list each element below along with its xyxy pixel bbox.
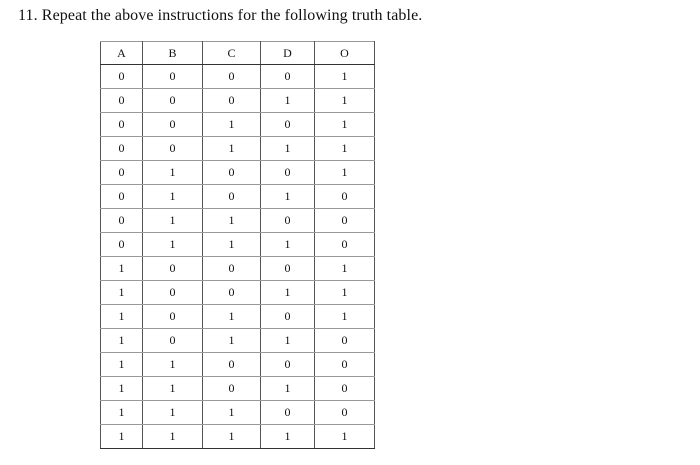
cell-d: 0 [261,113,315,137]
header-a: A [101,42,143,65]
cell-d: 0 [261,65,315,89]
cell-b: 1 [143,401,203,425]
table-row [101,209,375,233]
cell-b: 0 [143,137,203,161]
table-row [101,185,375,209]
cell-o: 0 [315,233,375,257]
cell-c: 0 [203,377,261,401]
cell-b: 1 [143,425,203,449]
cell-b: 0 [143,65,203,89]
table-row [101,305,375,329]
cell-a: 0 [101,185,143,209]
cell-c: 1 [203,329,261,353]
cell-o: 0 [315,329,375,353]
table-row [101,113,375,137]
cell-o: 1 [315,281,375,305]
cell-c: 0 [203,353,261,377]
cell-d: 1 [261,233,315,257]
cell-b: 1 [143,353,203,377]
table-row [101,401,375,425]
cell-o: 1 [315,65,375,89]
cell-d: 1 [261,281,315,305]
cell-b: 0 [143,329,203,353]
cell-a: 0 [101,161,143,185]
header-b: B [143,42,203,65]
table-row [101,65,375,89]
cell-c: 1 [203,113,261,137]
cell-a: 0 [101,209,143,233]
cell-o: 1 [315,161,375,185]
cell-d: 1 [261,137,315,161]
table-row [101,161,375,185]
table-row [101,257,375,281]
cell-c: 1 [203,233,261,257]
cell-b: 1 [143,209,203,233]
cell-d: 1 [261,89,315,113]
cell-b: 0 [143,89,203,113]
cell-d: 0 [261,209,315,233]
header-o: O [315,42,375,65]
cell-b: 0 [143,305,203,329]
cell-d: 0 [261,161,315,185]
cell-a: 1 [101,353,143,377]
cell-a: 0 [101,113,143,137]
cell-a: 1 [101,257,143,281]
header-d: D [261,42,315,65]
cell-d: 0 [261,305,315,329]
table-row [101,329,375,353]
cell-c: 0 [203,89,261,113]
cell-a: 1 [101,425,143,449]
cell-o: 1 [315,425,375,449]
cell-c: 1 [203,401,261,425]
cell-b: 0 [143,281,203,305]
cell-b: 0 [143,257,203,281]
cell-o: 1 [315,257,375,281]
cell-a: 1 [101,281,143,305]
table-row [101,137,375,161]
question-text: 11. Repeat the above instructions for the following truth table. [18,7,423,24]
cell-o: 1 [315,137,375,161]
truth-table [100,41,375,449]
cell-a: 0 [101,137,143,161]
table-row [101,89,375,113]
cell-d: 0 [261,401,315,425]
table-header-row [101,42,375,65]
cell-d: 1 [261,185,315,209]
cell-a: 0 [101,65,143,89]
cell-c: 0 [203,281,261,305]
cell-c: 1 [203,137,261,161]
table-row [101,353,375,377]
cell-c: 1 [203,209,261,233]
cell-a: 1 [101,305,143,329]
table-row [101,233,375,257]
cell-o: 0 [315,377,375,401]
cell-c: 0 [203,257,261,281]
cell-a: 0 [101,233,143,257]
cell-b: 1 [143,161,203,185]
cell-o: 0 [315,401,375,425]
cell-o: 0 [315,185,375,209]
cell-d: 0 [261,257,315,281]
cell-c: 1 [203,305,261,329]
cell-b: 1 [143,377,203,401]
table-row [101,377,375,401]
table-row [101,425,375,449]
cell-a: 1 [101,377,143,401]
table-row [101,281,375,305]
cell-d: 1 [261,329,315,353]
cell-o: 1 [315,305,375,329]
cell-d: 0 [261,353,315,377]
header-c: C [203,42,261,65]
cell-o: 1 [315,89,375,113]
cell-b: 1 [143,233,203,257]
cell-d: 1 [261,425,315,449]
cell-a: 0 [101,89,143,113]
cell-o: 0 [315,209,375,233]
cell-c: 0 [203,185,261,209]
cell-c: 0 [203,161,261,185]
cell-b: 1 [143,185,203,209]
cell-a: 1 [101,329,143,353]
cell-a: 1 [101,401,143,425]
cell-d: 1 [261,377,315,401]
cell-o: 0 [315,353,375,377]
cell-c: 0 [203,65,261,89]
cell-b: 0 [143,113,203,137]
cell-c: 1 [203,425,261,449]
cell-o: 1 [315,113,375,137]
table-body [101,65,375,449]
